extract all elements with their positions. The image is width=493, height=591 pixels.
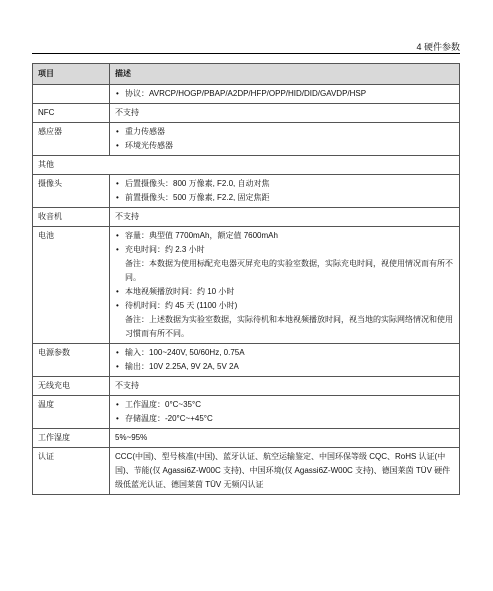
row-value: 不支持: [110, 208, 460, 227]
table-row: [33, 104, 460, 123]
section-row: [33, 156, 460, 175]
table-row: [33, 208, 460, 227]
row-label: 无线充电: [33, 377, 110, 396]
table-row: [33, 377, 460, 396]
page-header-title: 4 硬件参数: [416, 42, 460, 52]
row-value: [110, 175, 460, 208]
table-row: [33, 396, 460, 429]
row-label: 温度: [33, 396, 110, 429]
row-value: 5%~95%: [110, 429, 460, 448]
row-label: 电池: [33, 227, 110, 344]
column-header-desc: 描述: [110, 64, 460, 85]
note-text: 备注：上述数据为实验室数据，实际待机和本地视频播放时间，视当地的实际网络情况和使用习惯而有所不同。: [125, 315, 453, 338]
header-rule: [32, 53, 460, 54]
row-label: 工作湿度: [33, 429, 110, 448]
table-row: [33, 227, 460, 344]
list-item: • 待机时间：约 45 天 (1100 小时): [115, 299, 454, 313]
row-value: [110, 396, 460, 429]
row-value: 不支持: [110, 377, 460, 396]
list-item: • 重力传感器: [115, 125, 454, 139]
table-row: [33, 448, 460, 495]
table-row: [33, 175, 460, 208]
section-label: 其他: [33, 156, 460, 175]
list-item: • 充电时间：约 2.3 小时: [115, 243, 454, 257]
table-row: [33, 344, 460, 377]
row-value: [110, 344, 460, 377]
list-item: • 输出：10V 2.25A, 9V 2A, 5V 2A: [115, 360, 454, 374]
column-header-item: 项目: [33, 64, 110, 85]
hardware-spec-table: [32, 63, 460, 495]
row-label: NFC: [33, 104, 110, 123]
row-label: 认证: [33, 448, 110, 495]
note-text: 备注：本数据为使用标配充电器灭屏充电的实验室数据，实际充电时间，视使用情况而有所不同。: [125, 259, 453, 282]
row-label: 摄像头: [33, 175, 110, 208]
row-label: [33, 85, 110, 104]
list-item: • 前置摄像头：500 万像素, F2.2, 固定焦距: [115, 191, 454, 205]
table-row: [33, 123, 460, 156]
table-header-row: [33, 64, 460, 85]
list-item: • 存储温度：-20°C~+45°C: [115, 412, 454, 426]
row-label: 感应器: [33, 123, 110, 156]
row-value: [110, 227, 460, 344]
list-item: • 输入：100~240V, 50/60Hz, 0.75A: [115, 346, 454, 360]
row-value: [110, 123, 460, 156]
row-value: [110, 85, 460, 104]
list-item: • 容量：典型值 7700mAh，额定值 7600mAh: [115, 229, 454, 243]
list-item: • 后置摄像头：800 万像素, F2.0, 自动对焦: [115, 177, 454, 191]
list-item: • 工作温度：0°C~35°C: [115, 398, 454, 412]
list-item: • 环境光传感器: [115, 139, 454, 153]
list-item: • 本地视频播放时间：约 10 小时: [115, 285, 454, 299]
row-label: 收音机: [33, 208, 110, 227]
bluetooth-protocol: • 协议：AVRCP/HOGP/PBAP/A2DP/HFP/OPP/HID/DID/GAVDP/HSP: [115, 87, 454, 101]
row-label: 电源参数: [33, 344, 110, 377]
row-value: CCC(中国)、型号核准(中国)、蓝牙认证、航空运输鉴定、中国环保等级 CQC、RoHS 认证(中国)、节能(仅 Agassi6Z-W00C 支持)、中国环境(仅 Agassi6Z-W00C 支持)、德国莱茵 TÜV 硬件级低蓝光认证、德国莱茵 TÜV 无频闪认证: [110, 448, 460, 495]
row-value: 不支持: [110, 104, 460, 123]
table-row: [33, 85, 460, 104]
table-row: [33, 429, 460, 448]
